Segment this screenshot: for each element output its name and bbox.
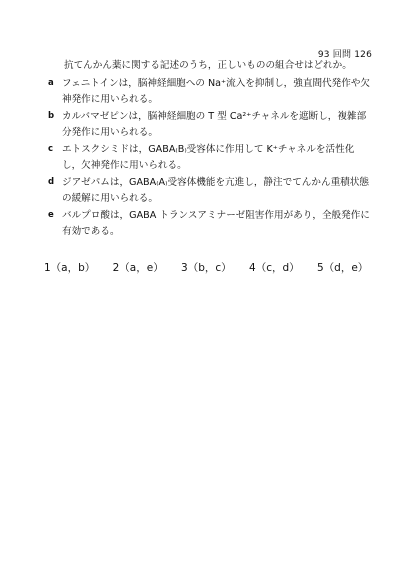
option-a [48,76,373,107]
option-text: ジアゼパムは，GABA₍A₎受容体機能を亢進し，静注でてんかん重積状態の緩解に用いられる。 [62,177,369,204]
answer-choices [44,260,374,275]
option-b [48,109,373,140]
option-c [48,142,373,173]
answer-choice-5[interactable]: 5（d，e） [316,262,369,274]
option-text: バルプロ酸は，GABA トランスアミナーゼ阻害作用があり，全般発作に有効である。 [62,210,370,237]
option-label: a [48,78,54,88]
option-label: e [48,210,54,220]
answer-choice-2[interactable]: 2（a，e） [112,262,164,274]
answer-choice-3[interactable]: 3（b，c） [181,262,232,274]
answer-choice-1[interactable]: 1（a，b） [44,262,96,274]
option-text: カルバマゼピンは，脳神経細胞の T 型 Ca²⁺チャネルを遮断し，複雑部分発作に用いられる。 [62,111,367,138]
option-label: c [48,144,54,154]
option-e [48,208,373,239]
question-stem: 抗てんかん薬に関する記述のうち，正しいものの組合せはどれか。 [64,60,352,71]
exam-reference: 93 回問 126 [317,50,372,60]
option-text: フェニトインは，脳神経細胞への Na⁺流入を抑制し，強直間代発作や欠神発作に用いられる。 [62,78,371,105]
answer-choice-4[interactable]: 4（c，d） [249,262,300,274]
option-d [48,175,373,206]
option-label: d [48,177,55,187]
option-text: エトスクシミドは，GABA₍B₎受容体に作用して K⁺チャネルを活性化し，欠神発作に用いられる。 [62,144,355,171]
option-label: b [48,111,55,121]
